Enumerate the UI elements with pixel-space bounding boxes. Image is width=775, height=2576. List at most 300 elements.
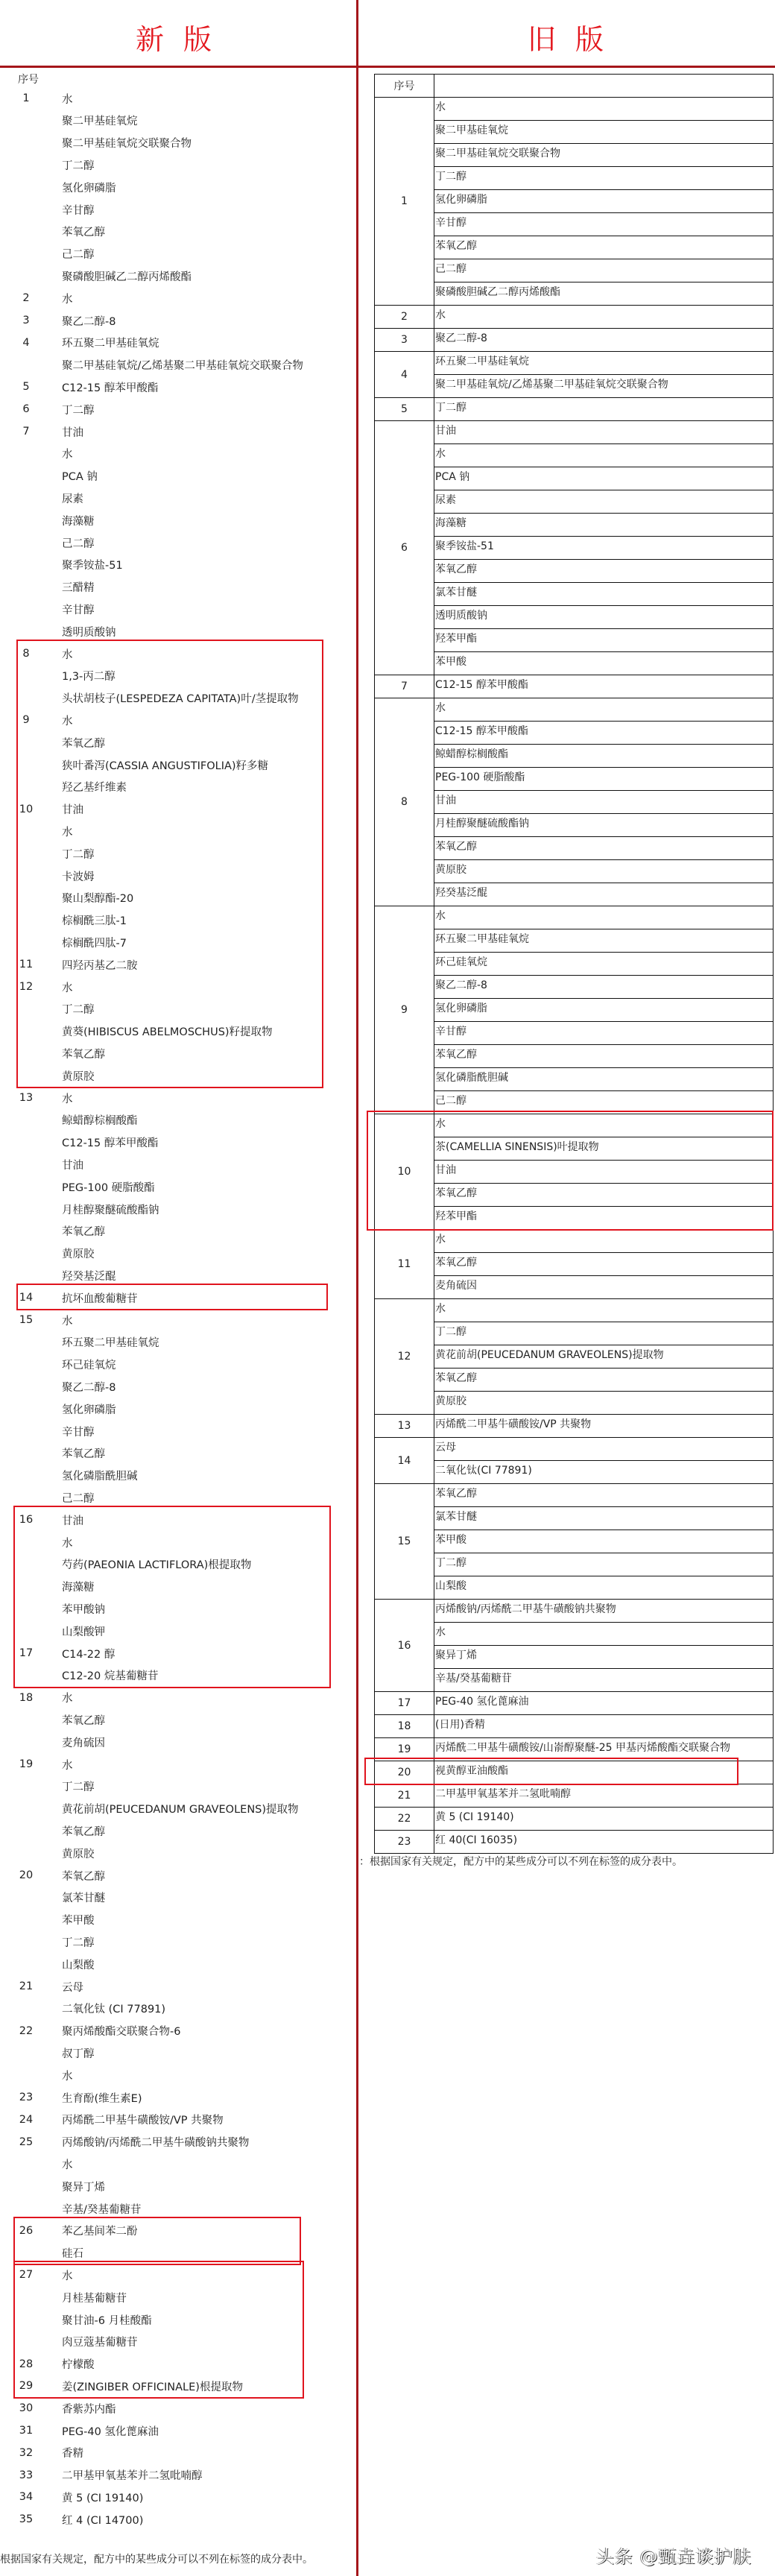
ingredient-name: 二甲基甲氧基苯并二氢吡喃醇 [62, 2470, 203, 2483]
ingredient-name-cell: 水 [434, 98, 774, 121]
ingredient-name: 棕榈酰三肽-1 [62, 915, 127, 928]
table-row [375, 929, 774, 953]
ingredient-name-cell: 丙烯酸钠/丙烯酰二甲基牛磺酸钠共聚物 [434, 1600, 774, 1623]
list-item [0, 576, 355, 599]
list-item [0, 1909, 355, 1931]
ingredient-name: 聚乙二醇-8 [62, 1381, 116, 1394]
item-number: 15 [19, 1314, 34, 1326]
table-row [375, 837, 774, 860]
ingredient-name: 四羟丙基乙二胺 [62, 959, 138, 972]
list-item [0, 2109, 355, 2131]
list-item [0, 1775, 355, 1798]
ingredient-name-cell: 黄 5 (CI 19140) [434, 1808, 774, 1831]
list-item [0, 776, 355, 798]
list-item [0, 198, 355, 221]
new-footnote: 根据国家有关规定，配方中的某些成分可以不列在标签的成分表中。 [0, 2554, 313, 2566]
header-divider-right [358, 66, 775, 68]
table-row [375, 282, 774, 306]
list-item [0, 1664, 355, 1687]
list-item [0, 509, 355, 531]
ingredient-name: 聚季铵盐-51 [62, 560, 123, 572]
table-row [375, 467, 774, 490]
list-item [0, 820, 355, 842]
table-row [375, 259, 774, 282]
list-item [0, 2197, 355, 2220]
item-number-cell: 20 [375, 1761, 434, 1784]
item-number-cell: 23 [375, 1831, 434, 1854]
ingredient-name: PEG-40 氢化蓖麻油 [62, 2425, 159, 2438]
list-item [0, 1064, 355, 1087]
list-item [0, 1420, 355, 1442]
list-item [0, 643, 355, 665]
item-number-cell: 5 [375, 398, 434, 421]
list-item [0, 1620, 355, 1642]
list-item [0, 887, 355, 909]
item-number: 14 [19, 1292, 34, 1304]
list-item [0, 554, 355, 576]
item-number-cell: 1 [375, 98, 434, 306]
ingredient-name: 水 [62, 1759, 73, 1772]
table-row [375, 999, 774, 1022]
list-item [0, 2220, 355, 2242]
ingredient-name: 羟乙基纤维素 [62, 782, 127, 795]
ingredient-name: 抗坏血酸葡糖苷 [62, 1292, 138, 1305]
ingredient-name-cell: 云母 [434, 1438, 774, 1461]
table-row [375, 652, 774, 675]
item-number: 22 [19, 2024, 34, 2037]
ingredient-name-cell: 辛甘醇 [434, 1022, 774, 1045]
table-row [375, 976, 774, 999]
ingredient-name: 丙烯酰二甲基牛磺酸铵/VP 共聚物 [62, 2115, 224, 2127]
list-item [0, 1531, 355, 1553]
list-item [0, 531, 355, 554]
ingredient-name: 水 [62, 1315, 73, 1328]
ingredient-name: 卡波姆 [62, 871, 95, 883]
ingredient-name: 水 [62, 2159, 73, 2171]
item-number: 31 [19, 2425, 34, 2437]
old-version-title: 旧版 [528, 23, 624, 56]
list-item [0, 2508, 355, 2531]
list-item [0, 953, 355, 976]
table-row [375, 1507, 774, 1530]
table-row [375, 1137, 774, 1161]
table-row [375, 722, 774, 745]
item-number: 32 [19, 2446, 34, 2459]
list-item [0, 2442, 355, 2464]
item-number: 24 [19, 2113, 34, 2126]
ingredient-name: 苯氧乙醇 [62, 1448, 105, 1461]
ingredient-name: 氢化磷脂酰胆碱 [62, 1471, 138, 1483]
table-row [375, 1161, 774, 1184]
ingredient-name: 丁二醇 [62, 1781, 95, 1794]
ingredient-name-cell: 聚二甲基硅氧烷/乙烯基聚二甲基硅氧烷交联聚合物 [434, 375, 774, 398]
ingredient-name-cell: 环己硅氧烷 [434, 953, 774, 976]
list-item [0, 2375, 355, 2397]
ingredient-name-cell: 水 [434, 698, 774, 722]
ingredient-name-cell: PEG-100 硬脂酸酯 [434, 768, 774, 791]
ingredient-name: C12-20 烷基葡糖苷 [62, 1670, 159, 1683]
ingredient-name-cell: (日用)香精 [434, 1715, 774, 1738]
ingredient-name-cell: 氢化磷脂酰胆碱 [434, 1068, 774, 1091]
list-item [0, 1331, 355, 1354]
ingredient-name-cell: 尿素 [434, 490, 774, 514]
list-item [0, 1375, 355, 1398]
ingredient-name: 聚丙烯酸酯交联聚合物-6 [62, 2026, 181, 2039]
list-item [0, 1264, 355, 1287]
ingredient-name-cell: 水 [434, 906, 774, 929]
ingredient-name-cell: 透明质酸钠 [434, 606, 774, 629]
list-item [0, 1931, 355, 1953]
list-item [0, 110, 355, 132]
ingredient-name-cell: 水 [434, 1299, 774, 1322]
list-item [0, 1953, 355, 1975]
ingredient-name: 水 [62, 982, 73, 994]
table-row [375, 375, 774, 398]
list-item [0, 1553, 355, 1576]
table-row [375, 1415, 774, 1438]
ingredient-name-cell: 麦角硫因 [434, 1276, 774, 1299]
ingredient-name-cell: 聚乙二醇-8 [434, 976, 774, 999]
table-row [375, 444, 774, 467]
table-row [375, 1184, 774, 1207]
table-row [375, 1114, 774, 1137]
table-row [375, 1438, 774, 1461]
ingredient-name-cell: 辛基/癸基葡糖苷 [434, 1669, 774, 1692]
item-number: 35 [19, 2513, 34, 2526]
table-row [375, 1091, 774, 1114]
ingredient-name-cell: 丁二醇 [434, 167, 774, 190]
list-item [0, 709, 355, 731]
table-row [375, 1530, 774, 1553]
ingredient-name: 水 [62, 1693, 73, 1705]
ingredient-name: 月桂醇聚醚硫酸酯钠 [62, 1204, 159, 1216]
ingredient-name: 己二醇 [62, 249, 95, 262]
list-item [0, 1753, 355, 1775]
list-item [0, 998, 355, 1020]
list-item [0, 1398, 355, 1420]
list-item [0, 598, 355, 620]
ingredient-name: 黄原胶 [62, 1848, 95, 1860]
list-item [0, 754, 355, 776]
ingredient-name: 透明质酸钠 [62, 626, 116, 639]
table-row [375, 1392, 774, 1415]
ingredient-name: 姜(ZINGIBER OFFICINALE)根提取物 [62, 2381, 243, 2393]
ingredient-name-cell: 苯甲酸 [434, 652, 774, 675]
list-item [0, 443, 355, 465]
list-item [0, 1998, 355, 2020]
list-item [0, 2131, 355, 2153]
ingredient-name: 肉豆蔻基葡糖苷 [62, 2337, 138, 2349]
ingredient-name: 聚异丁烯 [62, 2181, 105, 2194]
item-number: 23 [19, 2092, 34, 2103]
ingredient-name: 聚二甲基硅氧烷 [62, 116, 138, 128]
ingredient-name: 甘油 [62, 1515, 83, 1527]
ingredient-name-cell: 苯氧乙醇 [434, 560, 774, 583]
ingredient-name: 芍药(PAEONIA LACTIFLORA)根提取物 [62, 1559, 252, 1572]
ingredient-name-cell: 茶(CAMELLIA SINENSIS)叶提取物 [434, 1137, 774, 1161]
list-item [0, 1287, 355, 1309]
ingredient-name-cell: 山梨酸 [434, 1576, 774, 1600]
ingredient-name: 聚磷酸胆碱乙二醇丙烯酸酯 [62, 271, 192, 283]
item-number-cell: 7 [375, 675, 434, 698]
item-number-cell: 8 [375, 698, 434, 906]
item-number: 19 [19, 1758, 34, 1770]
table-row [375, 860, 774, 883]
ingredient-name-cell: 丙烯酰二甲基牛磺酸铵/VP 共聚物 [434, 1415, 774, 1438]
table-row [375, 1484, 774, 1507]
item-number: 26 [19, 2224, 34, 2237]
list-item [0, 1597, 355, 1620]
ingredient-name: 己二醇 [62, 537, 95, 550]
ingredient-name-cell: 聚二甲基硅氧烷交联聚合物 [434, 144, 774, 167]
table-row [375, 1276, 774, 1299]
ingredient-name: 香精 [62, 2448, 83, 2460]
ingredient-name: 辛甘醇 [62, 1426, 95, 1439]
ingredient-name: 二氧化钛 (CI 77891) [62, 2004, 166, 2016]
table-row [375, 167, 774, 190]
list-item [0, 420, 355, 443]
list-item [0, 176, 355, 198]
ingredient-name: 苯氧乙醇 [62, 737, 105, 750]
ingredient-name: 柠檬酸 [62, 2359, 95, 2372]
ingredient-name: 1,3-丙二醇 [62, 671, 116, 684]
list-item [0, 620, 355, 643]
list-item [0, 2331, 355, 2353]
item-number: 10 [19, 803, 34, 815]
list-item [0, 487, 355, 509]
list-item [0, 1153, 355, 1175]
item-number-cell: 18 [375, 1715, 434, 1738]
list-item [0, 2486, 355, 2508]
list-item [0, 1687, 355, 1709]
list-item [0, 1864, 355, 1887]
table-row [375, 121, 774, 144]
ingredient-name: 苯氧乙醇 [62, 227, 105, 239]
ingredient-name: 海藻糖 [62, 515, 95, 528]
ingredient-name-cell: 辛甘醇 [434, 213, 774, 236]
ingredient-name-cell: 羟癸基泛醌 [434, 883, 774, 906]
ingredient-name-cell: 黄原胶 [434, 860, 774, 883]
table-row [375, 1669, 774, 1692]
ingredient-name: 水 [62, 93, 73, 106]
ingredient-name-cell: 水 [434, 1623, 774, 1646]
item-number-cell: 11 [375, 1230, 434, 1299]
ingredient-name: 聚山梨醇酯-20 [62, 893, 134, 906]
list-item [0, 2419, 355, 2442]
list-item [0, 154, 355, 176]
ingredient-name-cell: 苯氧乙醇 [434, 1368, 774, 1392]
ingredient-name-cell: 丁二醇 [434, 1553, 774, 1576]
ingredient-name: 丁二醇 [62, 1936, 95, 1949]
ingredient-name: 氯苯甘醚 [62, 1892, 105, 1905]
ingredient-name: 水 [62, 648, 73, 661]
list-item [0, 842, 355, 865]
list-item [0, 1198, 355, 1220]
table-row [375, 953, 774, 976]
table-row [375, 236, 774, 259]
ingredient-name-cell: 二氧化钛(CI 77891) [434, 1461, 774, 1484]
ingredient-name: 聚二甲基硅氧烷交联聚合物 [62, 138, 192, 151]
item-number-cell: 12 [375, 1299, 434, 1415]
table-row [375, 1692, 774, 1715]
table-row [375, 1761, 774, 1784]
ingredient-name-cell: 苯氧乙醇 [434, 1253, 774, 1276]
ingredient-name-cell: 环五聚二甲基硅氧烷 [434, 352, 774, 375]
ingredient-name-cell: 聚二甲基硅氧烷 [434, 121, 774, 144]
table-row [375, 398, 774, 421]
item-number-cell: 6 [375, 421, 434, 675]
old-ingredient-table [374, 74, 774, 1854]
table-row [375, 1461, 774, 1484]
table-row [375, 213, 774, 236]
ingredient-name-cell: 水 [434, 1230, 774, 1253]
list-item [0, 1042, 355, 1064]
ingredient-name: 月桂基葡糖苷 [62, 2292, 127, 2305]
table-row [375, 1230, 774, 1253]
ingredient-name: 辛甘醇 [62, 604, 95, 616]
ingredient-name: 丁二醇 [62, 404, 95, 417]
ingredient-name-cell: 氢化卵磷脂 [434, 999, 774, 1022]
list-item [0, 865, 355, 887]
ingredient-name: 丁二醇 [62, 160, 95, 172]
item-number-cell: 10 [375, 1114, 434, 1230]
ingredient-name-cell: 鲸蜡醇棕榈酸酯 [434, 745, 774, 768]
ingredient-name-cell: 黄原胶 [434, 1392, 774, 1415]
ingredient-name-cell: 水 [434, 1114, 774, 1137]
ingredient-name-cell: 氯苯甘醚 [434, 1507, 774, 1530]
table-header-row [375, 75, 774, 98]
item-number: 18 [19, 1691, 34, 1704]
watermark: 头条 @甄垚谈护肤 [596, 2546, 752, 2567]
table-row [375, 352, 774, 375]
ingredient-name: 苯氧乙醇 [62, 1825, 105, 1838]
table-row [375, 190, 774, 213]
item-number: 9 [22, 714, 30, 727]
list-item [0, 2353, 355, 2375]
ingredient-name: 氢化卵磷脂 [62, 182, 116, 195]
list-item [0, 2064, 355, 2086]
ingredient-name-cell: 聚乙二醇-8 [434, 329, 774, 352]
table-row [375, 560, 774, 583]
item-number-cell: 19 [375, 1738, 434, 1761]
ingredient-name-cell: 海藻糖 [434, 514, 774, 537]
ingredient-name: 尿素 [62, 493, 83, 505]
new-version-title: 新版 [136, 23, 232, 56]
ingredient-name-cell: 苯甲酸 [434, 1530, 774, 1553]
item-number-cell: 13 [375, 1415, 434, 1438]
table-row [375, 906, 774, 929]
table-row [375, 514, 774, 537]
list-item [0, 1509, 355, 1531]
item-number-cell: 17 [375, 1692, 434, 1715]
ingredient-name: 三醋精 [62, 582, 95, 595]
ingredient-name: 丁二醇 [62, 848, 95, 861]
table-row [375, 1646, 774, 1669]
old-footnote: ：根据国家有关规定，配方中的某些成分可以不列在标签的成分表中。 [359, 1856, 683, 1868]
ingredient-name: 水 [62, 826, 73, 839]
table-row [375, 1045, 774, 1068]
ingredient-name-cell: 红 40(CI 16035) [434, 1831, 774, 1854]
ingredient-name: 苯氧乙醇 [62, 1714, 105, 1727]
ingredient-name: 丁二醇 [62, 1004, 95, 1017]
table-row [375, 144, 774, 167]
ingredient-name-cell: 氢化卵磷脂 [434, 190, 774, 213]
header-divider-left [0, 66, 358, 68]
ingredient-name-cell: C12-15 醇苯甲酸酯 [434, 722, 774, 745]
ingredient-name-cell: 苯氧乙醇 [434, 1484, 774, 1507]
ingredient-name-cell: PEG-40 氢化蓖麻油 [434, 1692, 774, 1715]
ingredient-name: 辛基/癸基葡糖苷 [62, 2203, 142, 2216]
item-number-cell: 16 [375, 1600, 434, 1692]
ingredient-name: 水 [62, 2270, 73, 2282]
ingredient-name-cell: 甘油 [434, 421, 774, 444]
ingredient-name: 甘油 [62, 1159, 83, 1172]
ingredient-name: PEG-100 硬脂酸酯 [62, 1181, 155, 1194]
table-row [375, 675, 774, 698]
ingredient-name-cell: 水 [434, 306, 774, 329]
item-number-cell: 15 [375, 1484, 434, 1600]
ingredient-name-cell: C12-15 醇苯甲酸酯 [434, 675, 774, 698]
list-item [0, 1354, 355, 1376]
list-item [0, 2175, 355, 2197]
table-row [375, 1784, 774, 1808]
item-number: 13 [19, 1092, 34, 1104]
table-row [375, 1068, 774, 1091]
table-row [375, 883, 774, 906]
ingredient-name-cell: 苯氧乙醇 [434, 1184, 774, 1207]
item-number-cell: 3 [375, 329, 434, 352]
list-item [0, 376, 355, 398]
ingredient-name: C12-15 醇苯甲酸酯 [62, 1137, 159, 1150]
ingredient-name-cell: 羟苯甲酯 [434, 1207, 774, 1230]
table-row [375, 1253, 774, 1276]
ingredient-name: 山梨酸钾 [62, 1626, 105, 1638]
ingredient-name: 水 [62, 1537, 73, 1550]
list-item [0, 1109, 355, 1131]
list-item [0, 265, 355, 287]
ingredient-name: 叔丁醇 [62, 2048, 95, 2060]
list-item [0, 1243, 355, 1265]
table-row [375, 1738, 774, 1761]
table-row [375, 1623, 774, 1646]
ingredient-name-cell: 月桂醇聚醚硫酸酯钠 [434, 814, 774, 837]
table-row [375, 1368, 774, 1392]
ingredient-name-cell: 黄花前胡(PEUCEDANUM GRAVEOLENS)提取物 [434, 1345, 774, 1368]
ingredient-name-cell: 甘油 [434, 791, 774, 814]
list-item [0, 132, 355, 154]
ingredient-name-cell: 聚异丁烯 [434, 1646, 774, 1669]
list-item [0, 731, 355, 754]
table-row [375, 1299, 774, 1322]
ingredient-name: 黄花前胡(PEUCEDANUM GRAVEOLENS)提取物 [62, 1804, 299, 1816]
list-item [0, 2286, 355, 2308]
item-number: 29 [19, 2380, 34, 2393]
item-number-cell: 21 [375, 1784, 434, 1808]
ingredient-name: 苯氧乙醇 [62, 1048, 105, 1061]
ingredient-name: 氢化卵磷脂 [62, 1404, 116, 1416]
item-number: 25 [19, 2135, 34, 2148]
item-number-cell: 22 [375, 1808, 434, 1831]
ingredient-name: 环五聚二甲基硅氧烷 [62, 1337, 159, 1350]
ingredient-name: 黄葵(HIBISCUS ABELMOSCHUS)籽提取物 [62, 1026, 273, 1039]
ingredient-name-cell: 甘油 [434, 1161, 774, 1184]
ingredient-name: 黄原胶 [62, 1248, 95, 1261]
list-item [0, 1819, 355, 1842]
table-row [375, 1600, 774, 1623]
table-row [375, 629, 774, 652]
ingredient-name: 水 [62, 293, 73, 306]
ingredient-name: 辛甘醇 [62, 204, 95, 217]
